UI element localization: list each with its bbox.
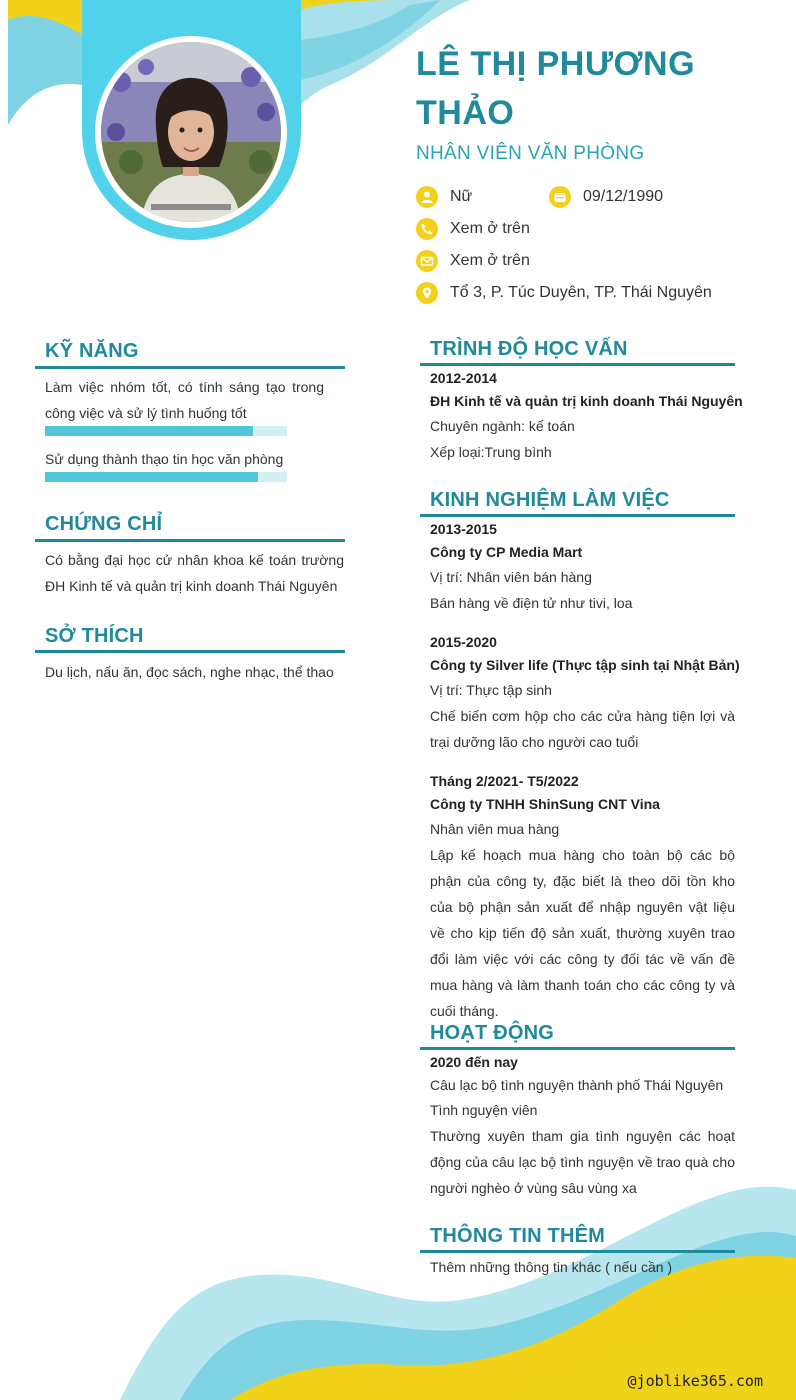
extra-text: Thêm những thông tin khác ( nếu cần )	[430, 1259, 673, 1275]
activities-org: Câu lạc bộ tình nguyện thành phố Thái Nguyên	[430, 1077, 724, 1093]
activities-role: Tình nguyện viên	[430, 1102, 538, 1118]
hobbies-heading: SỞ THÍCH	[45, 625, 144, 647]
job-1-period: 2013-2015	[430, 521, 497, 537]
job-1-desc: Bán hàng về điện tử như tivi, loa	[430, 595, 633, 611]
hobbies-text: Du lịch, nấu ăn, đọc sách, nghe nhạc, thể thao	[45, 664, 334, 680]
job-2-company: Công ty Silver life (Thực tập sinh tại Nhật Bản)	[430, 657, 740, 673]
job-2-role: Vị trí: Thực tập sinh	[430, 682, 552, 698]
certificates-text: Có bằng đại học cử nhân khoa kế toán trường ĐH Kinh tế và quản trị kinh doanh Thái Nguyên	[45, 552, 344, 594]
job-3-company: Công ty TNHH ShinSung CNT Vina	[430, 796, 660, 812]
calendar-icon	[549, 186, 571, 208]
phone-icon	[416, 218, 438, 240]
skill-1-text: Làm việc nhóm tốt, có tính sáng tạo trong công việc và sử lý tình huống tốt	[45, 379, 324, 421]
education-school: ĐH Kinh tế và quản trị kinh doanh Thái Nguyên	[430, 393, 743, 409]
skill-2-text: Sử dụng thành thạo tin học văn phòng	[45, 451, 284, 467]
address-value: Tổ 3, P. Túc Duyên, TP. Thái Nguyên	[450, 284, 712, 301]
address-row	[416, 282, 712, 304]
gender-value: Nữ	[450, 188, 473, 205]
skills-rule	[35, 366, 345, 369]
experience-heading: KINH NGHIỆM LÀM VIỆC	[430, 489, 670, 511]
education-heading: TRÌNH ĐỘ HỌC VẤN	[430, 338, 628, 360]
certificates-rule	[35, 539, 345, 542]
job-3-period: Tháng 2/2021- T5/2022	[430, 773, 579, 789]
hobbies-rule	[35, 650, 345, 653]
email-value: Xem ở trên	[450, 252, 530, 269]
certificates-heading: CHỨNG CHỈ	[45, 513, 163, 535]
location-icon	[416, 282, 438, 304]
education-major: Chuyên ngành: kế toán	[430, 418, 575, 434]
phone-value: Xem ở trên	[450, 220, 530, 237]
skill-1-fill	[45, 426, 253, 436]
job-1-role: Vị trí: Nhân viên bán hàng	[430, 569, 592, 585]
job-3-desc: Lập kế hoạch mua hàng cho toàn bộ các bộ phận của công ty, đặc biết là theo dõi tồn kho của bộ phận sản xuất để nhập nguyên vật liệu về cho kịp tiến độ sản xuất, thường xuyên trao đổi làm việc với các công ty đối tác về vấn đề mua hàng và làm thanh toán cho các công ty và cuối tháng.	[430, 847, 735, 1019]
candidate-name: LÊ THỊ PHƯƠNG THẢO	[416, 45, 696, 132]
skills-heading: KỸ NĂNG	[45, 340, 139, 362]
birthdate-value: 09/12/1990	[583, 188, 664, 205]
job-title: NHÂN VIÊN VĂN PHÒNG	[416, 143, 645, 164]
phone-row	[416, 218, 530, 240]
gender-row	[416, 186, 472, 208]
profile-photo	[95, 36, 287, 228]
watermark: @joblike365.com	[627, 1372, 763, 1390]
activities-period: 2020 đến nay	[430, 1054, 518, 1070]
user-icon	[416, 186, 438, 208]
email-icon	[416, 250, 438, 272]
education-grade: Xếp loại:Trung bình	[430, 444, 552, 460]
activities-heading: HOẠT ĐỘNG	[430, 1022, 555, 1044]
extra-heading: THÔNG TIN THÊM	[430, 1225, 606, 1247]
extra-rule	[420, 1250, 735, 1253]
job-2-desc: Chế biến cơm hộp cho các cửa hàng tiện lợi và trại dưỡng lão cho người cao tuổi	[430, 708, 735, 750]
skill-1-bar	[45, 426, 287, 436]
activities-desc: Thường xuyên tham gia tình nguyện các hoạt động của câu lạc bộ tình nguyện về trao quà cho người nghèo ở vùng sâu vùng xa	[430, 1128, 735, 1196]
job-3-role: Nhân viên mua hàng	[430, 821, 560, 837]
skill-2-bar	[45, 472, 287, 482]
education-period: 2012-2014	[430, 370, 497, 386]
avatar	[101, 42, 281, 222]
skill-2-fill	[45, 472, 258, 482]
job-1-company: Công ty CP Media Mart	[430, 544, 583, 560]
email-row	[416, 250, 530, 272]
birthdate-row	[549, 186, 663, 208]
job-2-period: 2015-2020	[430, 634, 497, 650]
